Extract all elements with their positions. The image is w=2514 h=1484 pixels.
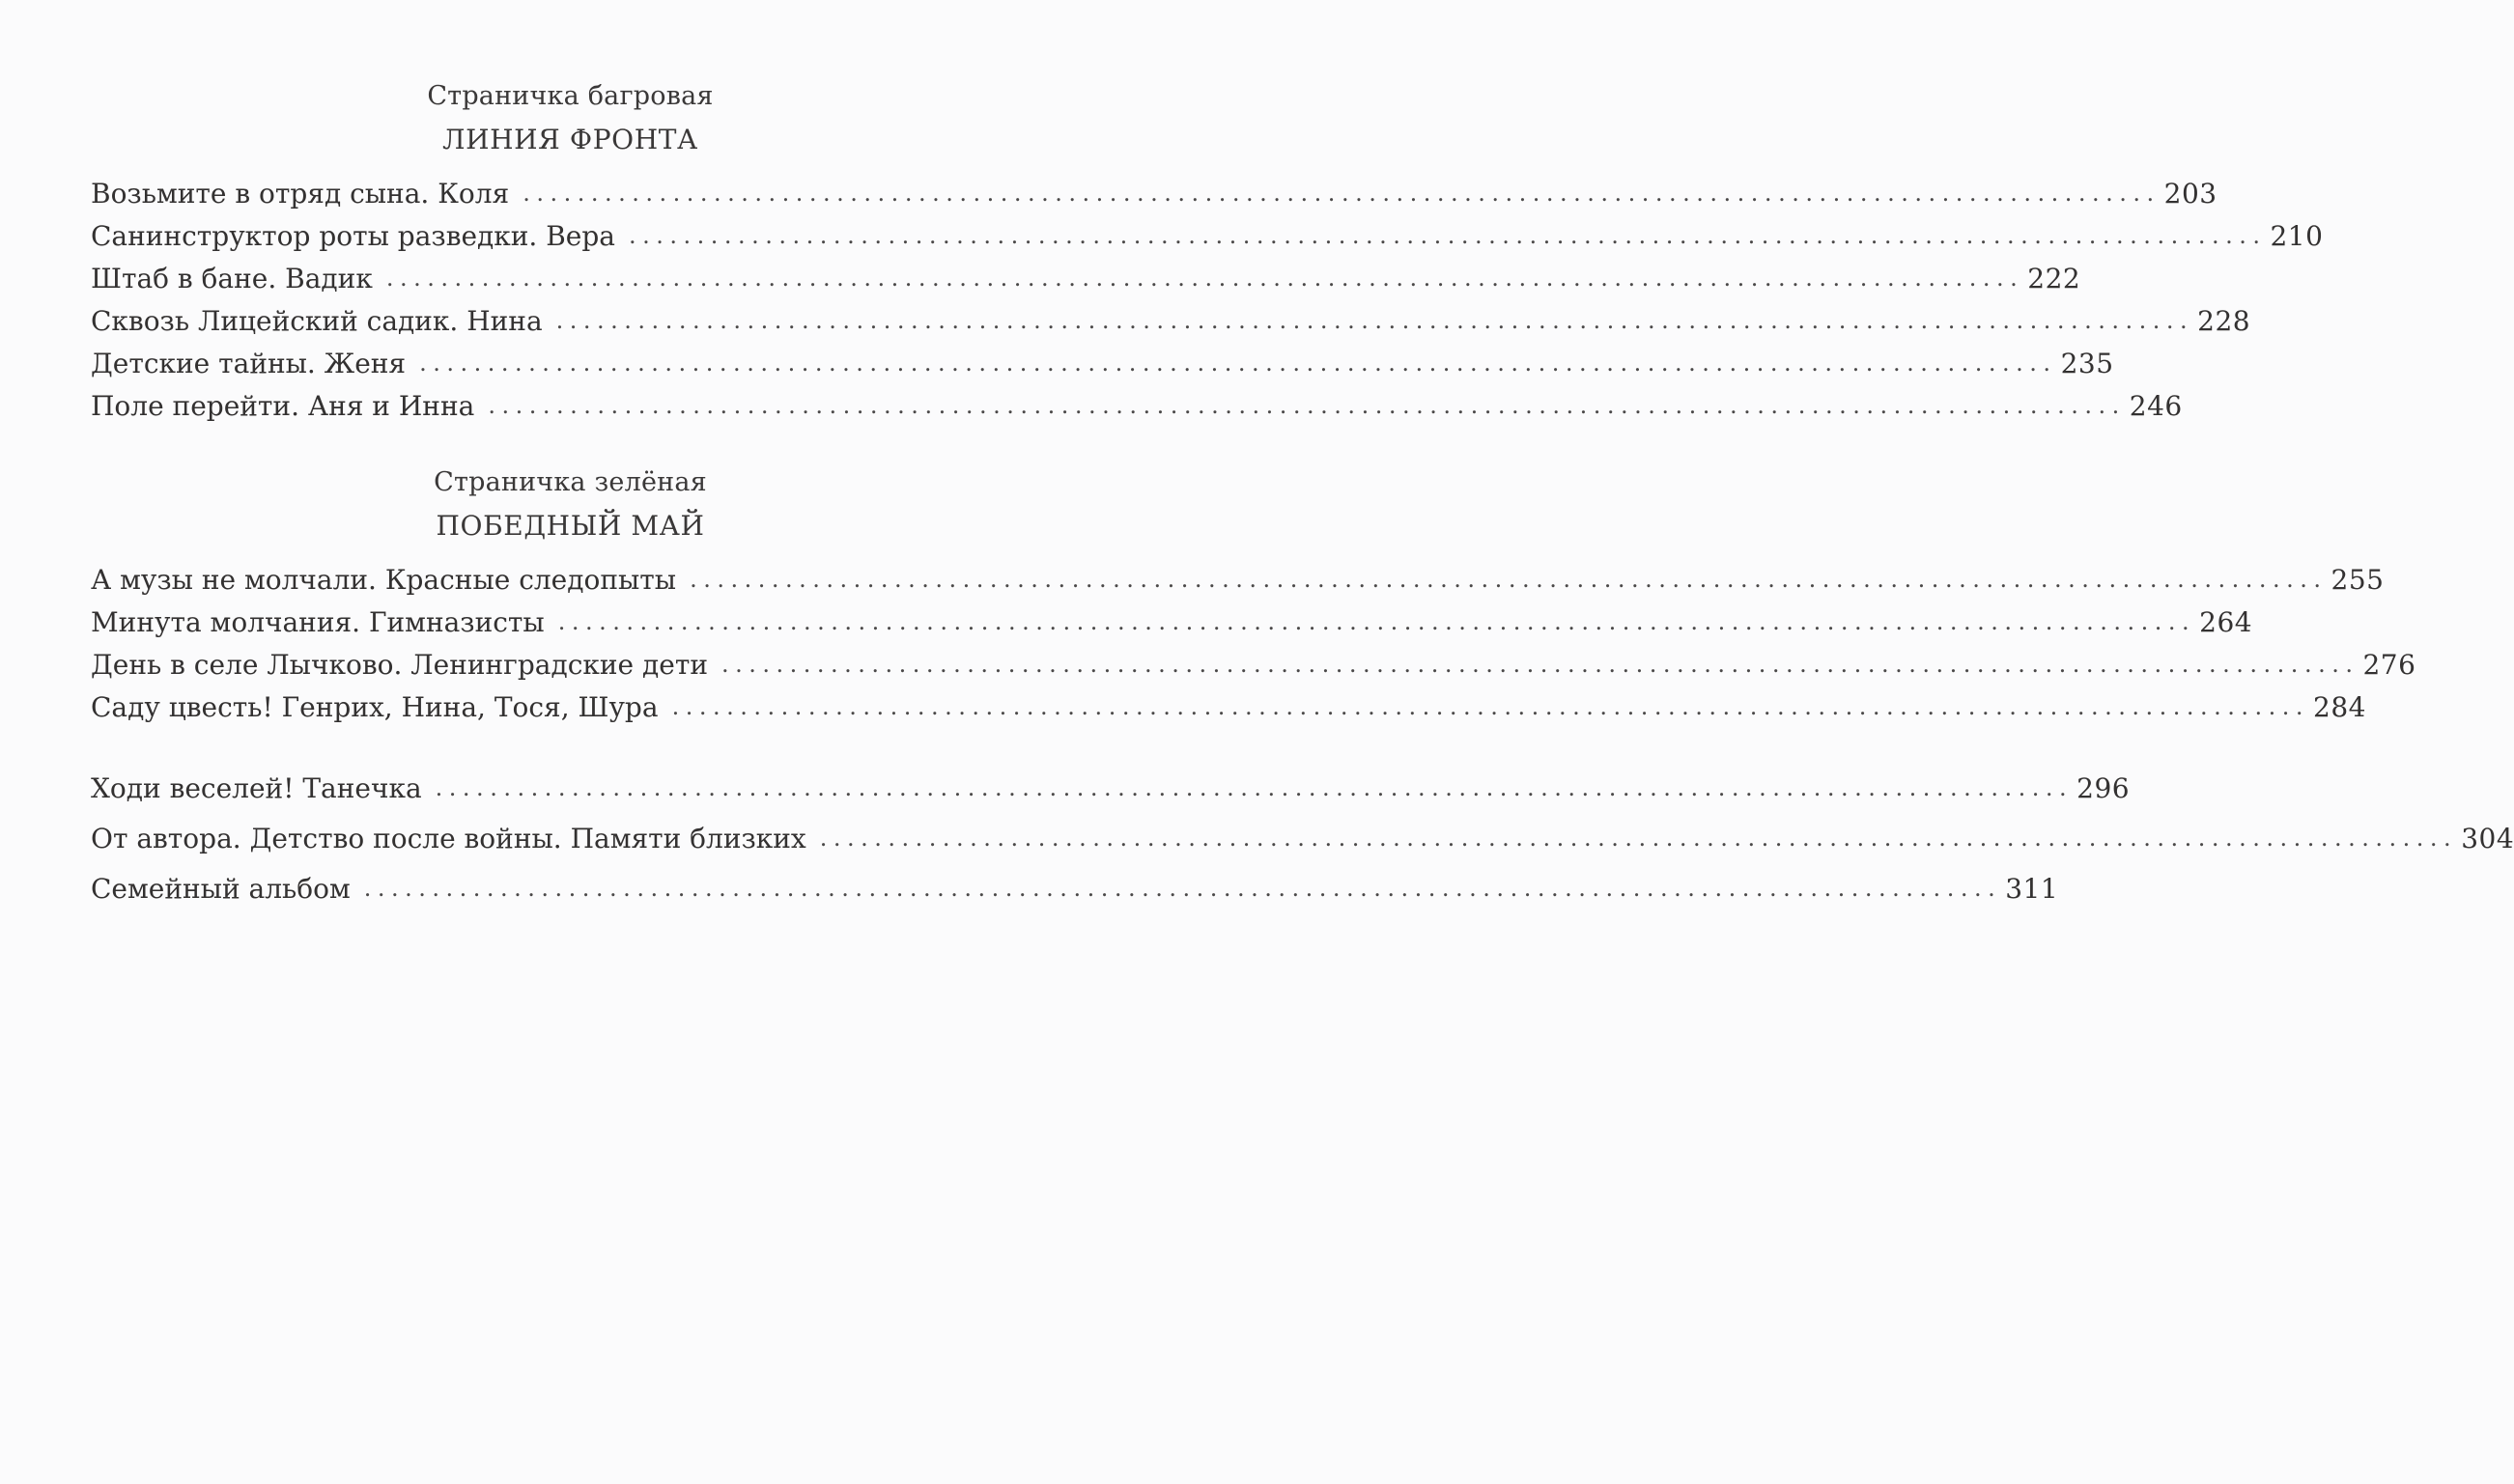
section-subtitle: Страничка зелёная [434,467,707,497]
dot-leader: ........................................................................................................................ [555,307,2194,334]
toc-entry-page: 235 [2060,348,2114,379]
toc-entry-label: День в селе Лычково. Ленинградские дети [91,649,721,681]
dot-leader: ........................................................................................................................ [419,350,2057,377]
dot-leader: ........................................................................................................................ [385,265,2024,292]
section-title: ЛИНИЯ ФРОНТА [442,124,698,155]
toc-entry-page: 228 [2197,305,2251,337]
toc-entry-page: 296 [2076,772,2131,804]
dot-leader: ........................................................................................................................ [363,875,2002,902]
toc-entry[interactable] [91,606,2253,649]
toc-entry-label: Сквозь Лицейский садик. Нина [91,305,556,337]
toc-entry[interactable] [91,873,2059,923]
toc-entry[interactable] [91,220,2324,263]
toc-list-appendix [91,772,2514,923]
toc-entry[interactable] [91,564,2385,606]
toc-entry[interactable] [91,348,2114,390]
dot-leader: ........................................................................................................................ [690,566,2328,593]
toc-entry-page: 203 [2163,178,2217,210]
section-title: ПОБЕДНЫЙ МАЙ [436,510,705,542]
toc-entry-label: Ходи веселей! Танечка [91,772,436,804]
dot-leader: ........................................................................................................................ [557,608,2196,635]
toc-entry-page: 264 [2199,606,2253,638]
toc-entry-page: 284 [2313,691,2366,723]
toc-list [91,564,2416,734]
toc-entry[interactable] [91,649,2416,691]
toc-entry[interactable] [91,178,2217,220]
toc-entry-page: 222 [2027,263,2081,294]
toc-entry-page: 210 [2270,220,2324,252]
dot-leader: ........................................................................................................................ [435,774,2074,801]
dot-leader: ........................................................................................................................ [523,180,2161,207]
toc-entry-label: Возьмите в отряд сына. Коля [91,178,523,210]
dot-leader: ........................................................................................................................ [819,825,2458,852]
toc-entry-page: 304 [2461,823,2514,854]
dot-leader: ........................................................................................................................ [720,651,2359,678]
toc-entry-label: А музы не молчали. Красные следопыты [91,564,690,596]
toc-entry-label: Минута молчания. Гимназисты [91,606,558,638]
dot-leader: ........................................................................................................................ [488,392,2126,419]
toc-entry[interactable] [91,263,2081,305]
toc-entry[interactable] [91,823,2514,873]
dot-leader: ........................................................................................................................ [671,693,2310,720]
toc-entry-label: Саду цвесть! Генрих, Нина, Тося, Шура [91,691,672,723]
toc-entry[interactable] [91,772,2131,823]
toc-entry-label: Детские тайны. Женя [91,348,419,379]
toc-entry-label: Санинструктор роты разведки. Вера [91,220,629,252]
toc-entry-page: 276 [2362,649,2416,681]
toc-entry-page: 246 [2129,390,2183,422]
toc-entry-label: Штаб в бане. Вадик [91,263,386,294]
toc-entry-label: Поле перейти. Аня и Инна [91,390,488,422]
toc-entry-page: 311 [2005,873,2059,905]
section-subtitle: Страничка багровая [427,81,714,111]
toc-entry-label: Семейный альбом [91,873,364,905]
toc-entry[interactable] [91,691,2366,734]
toc-list [91,178,2324,433]
toc-entry[interactable] [91,305,2251,348]
dot-leader: ........................................................................................................................ [629,222,2267,249]
toc-entry[interactable] [91,390,2183,433]
toc-entry-page: 255 [2330,564,2385,596]
toc-entry-label: От автора. Детство после войны. Памяти близких [91,823,820,854]
